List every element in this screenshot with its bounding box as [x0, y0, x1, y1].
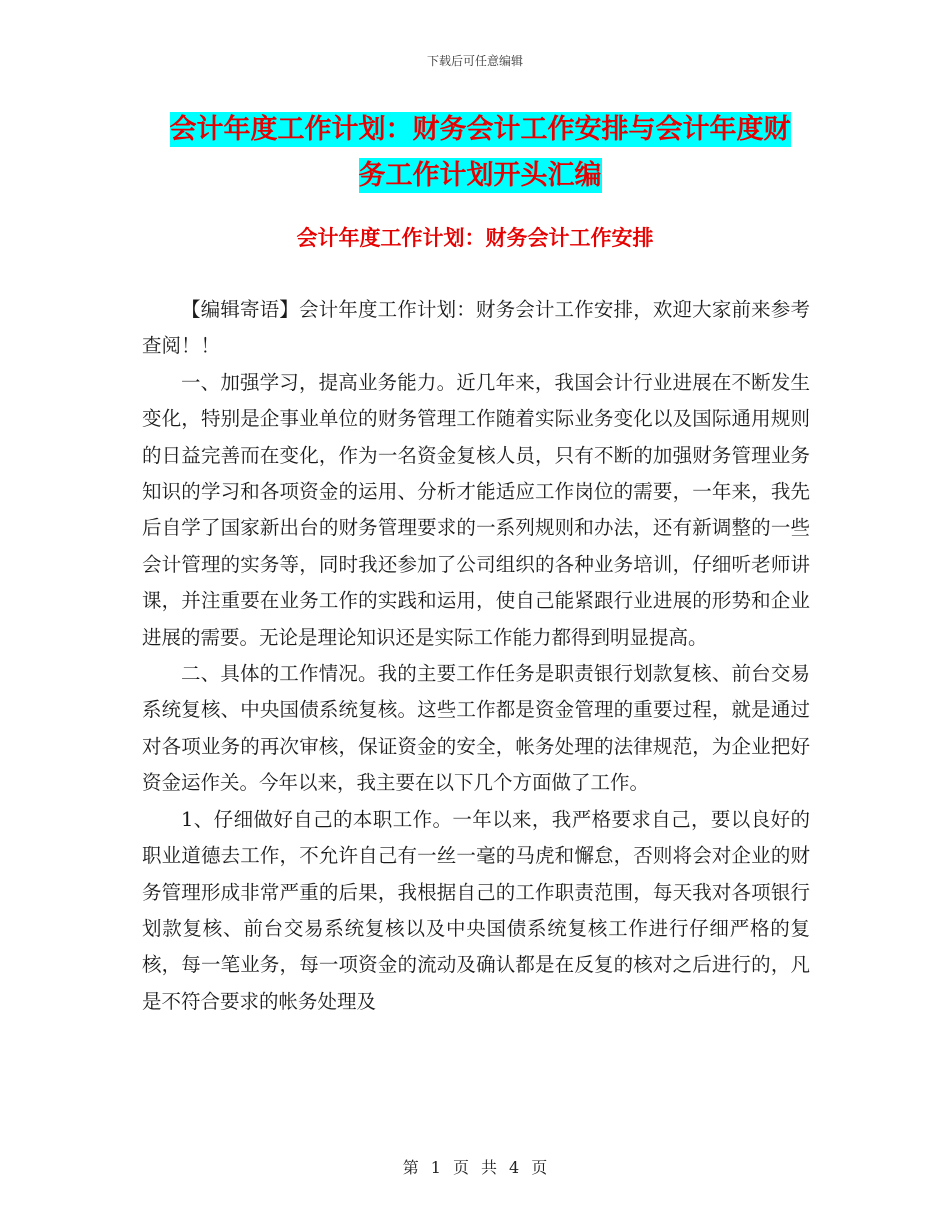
document-body — [142, 292, 810, 1020]
footer-total-pages: 4 — [509, 1158, 520, 1177]
document-title-line-2 — [140, 150, 820, 202]
section-subtitle: 会计年度工作计划：财务会计工作安排 — [296, 225, 654, 250]
document-title-line-1 — [140, 104, 820, 156]
paragraph: 二、具体的工作情况。我的主要工作任务是职责银行划款复核、前台交易系统复核、中央国债系统复核。这些工作都是资金管理的重要过程，就是通过对各项业务的再次审核，保证资金的安全，帐务处理的法律规范，为企业把好资金运作关。今年以来，我主要在以下几个方面做了工作。 — [142, 662, 810, 795]
paragraph: 1、仔细做好自己的本职工作。一年以来，我严格要求自己，要以良好的职业道德去工作，不允许自己有一丝一毫的马虎和懈怠，否则将会对企业的财务管理形成非常严重的后果，我根据自己的工作职责范围，每天我对各项银行划款复核、前台交易系统复核以及中央国债系统复核工作进行仔细严格的复核，每一笔业务，每一项资金的流动及确认都是在反复的核对之后进行的，凡是不符合要求的帐务处理及 — [142, 807, 810, 1013]
footer-page-number: 1 — [430, 1158, 441, 1177]
page-footer — [0, 1155, 950, 1178]
footer-page-prefix: 第 — [402, 1158, 419, 1177]
page-header: 下载后可任意编辑 — [426, 54, 523, 68]
title-highlight: 会计年度工作计划：财务会计工作安排与会计年度财 — [169, 114, 791, 145]
paragraph: 【编辑寄语】会计年度工作计划：财务会计工作安排，欢迎大家前来参考查阅！！ — [142, 298, 810, 358]
paragraph: 一、加强学习，提高业务能力。近几年来，我国会计行业进展在不断发生变化，特别是企事业单位的财务管理工作随着实际业务变化以及国际通用规则的日益完善而在变化，作为一名资金复核人员，只有不断的加强财务管理业务知识的学习和各项资金的运用、分析才能适应工作岗位的需要，一年来，我先后自学了国家新出台的财务管理要求的一系列规则和办法，还有新调整的一些会计管理的实务等，同时我还参加了公司组织的各种业务培训，仔细听老师讲课，并注重要在业务工作的实践和运用，使自己能紧跟行业进展的形势和企业进展的需要。无论是理论知识还是实际工作能力都得到明显提高。 — [142, 370, 810, 649]
title-highlight: 务工作计划开头汇编 — [358, 160, 602, 191]
footer-page-suffix: 页 — [531, 1158, 548, 1177]
footer-total-label: 共 — [481, 1158, 498, 1177]
footer-page-mid: 页 — [452, 1158, 469, 1177]
